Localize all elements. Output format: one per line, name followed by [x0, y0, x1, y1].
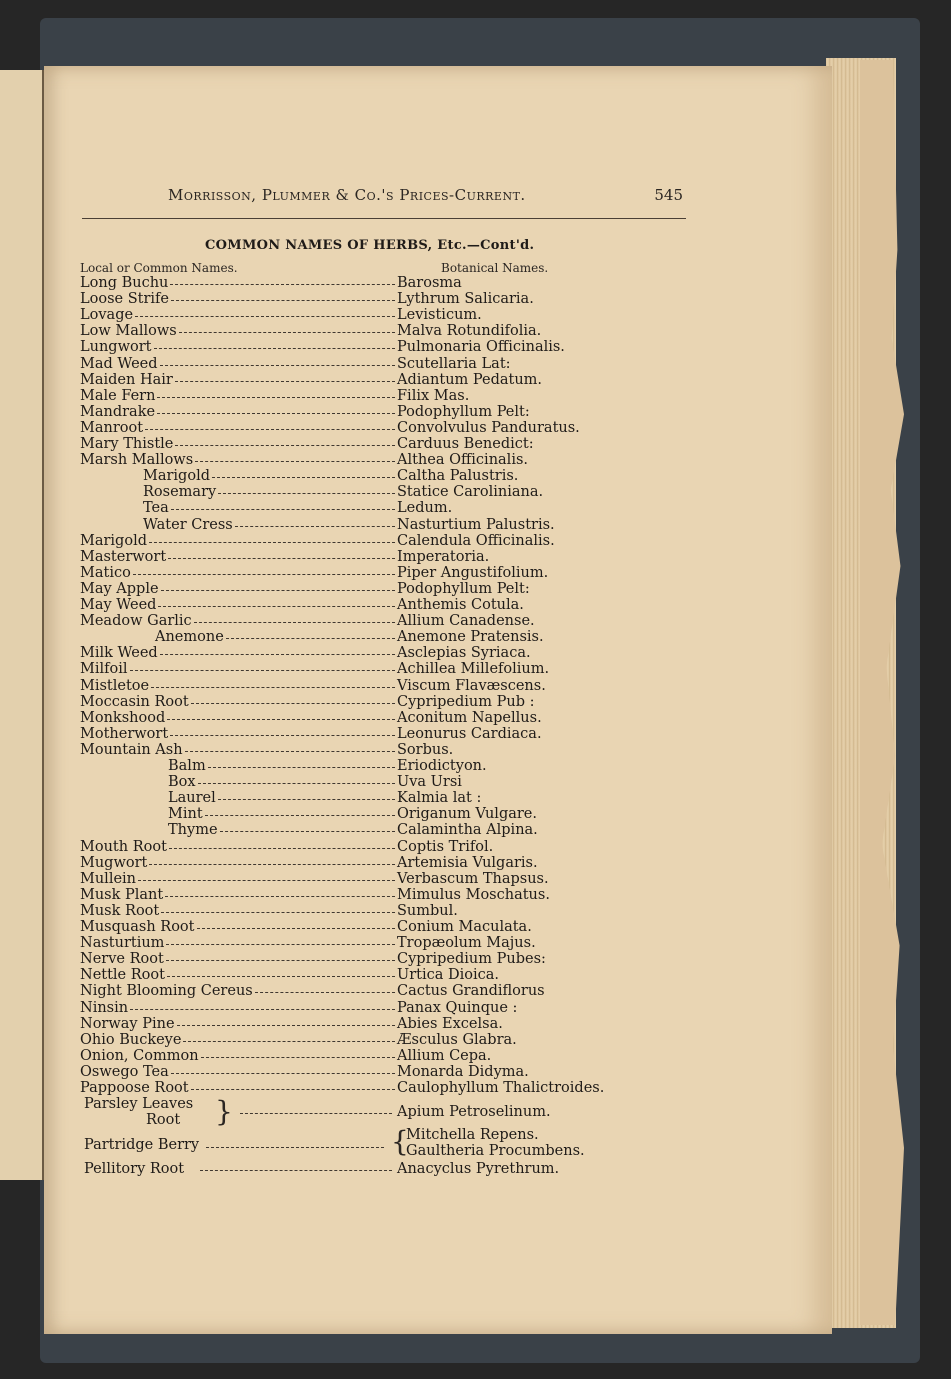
common-name: Norway Pine [80, 1015, 175, 1032]
running-header [82, 186, 687, 210]
botanical-name: Podophyllum Pelt: [397, 403, 530, 420]
herb-entry [0, 710, 788, 726]
leader-dots [168, 558, 395, 559]
common-name: Maiden Hair [80, 371, 173, 388]
leader-dots [161, 912, 395, 913]
leader-dots [135, 316, 395, 317]
botanical-name: Æsculus Glabra. [397, 1031, 517, 1048]
herb-entry [0, 822, 788, 838]
leader-dots [200, 1170, 392, 1171]
herb-entry [0, 275, 788, 291]
botanical-name: Althea Officinalis. [397, 452, 529, 469]
common-name: Laurel [168, 790, 216, 807]
common-name: Water Cress [143, 516, 233, 533]
botanical-name: Allium Cepa. [397, 1047, 492, 1064]
herb-entry [0, 790, 788, 806]
herb-entry [0, 661, 788, 677]
herb-entry [0, 694, 788, 710]
leader-dots [226, 638, 395, 639]
botanical-name: Anthemis Cotula. [397, 597, 524, 613]
common-name: Tea [143, 500, 169, 517]
leader-dots [160, 654, 395, 655]
botanical-name: Statice Caroliniana. [397, 484, 544, 501]
botanical-name: Asclepias Syriaca. [397, 645, 531, 662]
botanical-name: Achillea Millefolium. [397, 661, 550, 678]
botanical-name: Abies Excelsa. [397, 1015, 503, 1032]
botanical-name: Monarda Didyma. [397, 1063, 529, 1080]
common-name: Moccasin Root [80, 693, 189, 710]
common-name: Milfoil [80, 661, 128, 678]
common-name: Mugwort [80, 854, 148, 871]
common-name: Pappoose Root [80, 1080, 189, 1096]
common-name: Anemone [155, 629, 224, 646]
botanical-name: Piper Angustifolium. [397, 564, 549, 581]
botanical-name: Aconitum Napellus. [397, 709, 542, 726]
common-name: Box [168, 774, 196, 791]
common-name: Mandrake [80, 403, 156, 420]
common-name: May Apple [80, 580, 159, 597]
herb-entry [0, 967, 788, 983]
leader-dots [208, 767, 395, 768]
leader-dots [171, 509, 395, 510]
botanical-name: Carduus Benedict: [397, 436, 534, 452]
leader-dots [133, 574, 395, 575]
botanical-name: Viscum Flavæscens. [397, 677, 546, 694]
leader-dots [151, 687, 395, 688]
brace-symbol: { [391, 1125, 409, 1158]
herb-entry [0, 1048, 788, 1064]
herb-entry [0, 565, 788, 581]
botanical-name: Pulmonaria Officinalis. [397, 339, 565, 356]
herb-entry [0, 533, 788, 549]
botanical-name: Convolvulus Panduratus. [397, 419, 580, 436]
herb-entry [0, 291, 788, 307]
leader-dots [220, 831, 395, 832]
common-name: Nasturtium [80, 935, 165, 952]
botanical-name: Verbascum Thapsus. [397, 870, 549, 887]
leader-dots [197, 928, 395, 929]
leader-dots [235, 526, 395, 527]
botanical-name: Sorbus. [397, 741, 454, 758]
running-title: Morrisson, Plummer & Co.'s Prices-Current. [168, 186, 526, 204]
botanical-name: Allium Canadense. [397, 613, 535, 630]
leader-dots [191, 1089, 395, 1090]
leader-dots [175, 445, 395, 446]
herb-entry [0, 372, 788, 388]
herb-entry [0, 645, 788, 661]
botanical-name: Anacyclus Pyrethrum. [397, 1161, 560, 1177]
leader-dots [167, 976, 395, 977]
botanical-name: Podophyllum Pelt: [397, 580, 530, 597]
botanical-name: Levisticum. [397, 307, 482, 324]
common-name: Musk Root [80, 902, 160, 919]
botanical-name: Ledum. [397, 500, 453, 517]
herb-entry [0, 726, 788, 742]
common-name: May Weed [80, 597, 157, 613]
leader-dots [179, 332, 395, 333]
leader-dots [154, 348, 395, 349]
leader-dots [161, 590, 395, 591]
herb-entry [0, 774, 788, 790]
common-name: Masterwort [80, 548, 167, 565]
common-name: Onion, Common [80, 1047, 199, 1064]
leader-dots [145, 429, 395, 430]
common-name: Mad Weed [80, 355, 158, 372]
leader-dots [185, 751, 395, 752]
leader-dots [171, 300, 395, 301]
botanical-name: Conium Maculata. [397, 919, 532, 935]
leader-dots [169, 848, 395, 849]
botanical-name: Malva Rotundifolia. [397, 323, 542, 340]
herb-entry [0, 887, 788, 903]
leader-dots [240, 1113, 392, 1114]
botanical-name: Calamintha Alpina. [397, 822, 538, 839]
herb-entry [0, 758, 788, 774]
leader-dots [170, 735, 395, 736]
herb-entry [0, 839, 788, 855]
herb-entry [0, 613, 788, 629]
leader-dots [157, 397, 395, 398]
common-name: Mary Thistle [80, 436, 174, 452]
common-name: Meadow Garlic [80, 613, 192, 630]
leader-dots [138, 880, 395, 881]
botanical-name: Panax Quinque : [397, 999, 518, 1016]
botanical-name: Anemone Pratensis. [397, 629, 544, 646]
botanical-name: Filix Mas. [397, 387, 470, 404]
herb-entry [0, 1016, 788, 1032]
leader-dots [166, 944, 395, 945]
column-header-botanical: Botanical Names. [441, 261, 549, 275]
botanical-name: Mitchella Repens. [406, 1127, 539, 1143]
leader-dots [149, 542, 395, 543]
common-name: Lovage [80, 307, 134, 324]
leader-dots [165, 896, 395, 897]
herb-entry [0, 404, 788, 420]
leader-dots [218, 493, 395, 494]
leader-dots [175, 381, 395, 382]
common-name: Musk Plant [80, 886, 164, 903]
botanical-name: Caulophyllum Thalictroides. [397, 1080, 605, 1096]
leader-dots [171, 1073, 395, 1074]
common-name: Oswego Tea [80, 1063, 169, 1080]
common-name: Ohio Buckeye [80, 1031, 182, 1048]
common-name: Marigold [143, 468, 210, 485]
common-name: Monkshood [80, 709, 166, 726]
herb-entry [0, 420, 788, 436]
botanical-name: Kalmia lat : [397, 790, 482, 807]
herb-entry [0, 871, 788, 887]
common-name: Low Mallows [80, 323, 177, 340]
column-header-common: Local or Common Names. [80, 261, 238, 275]
herb-entry [0, 919, 788, 935]
botanical-name: Sumbul. [397, 902, 458, 919]
botanical-name: Caltha Palustris. [397, 468, 519, 485]
botanical-name: Cypripedium Pubes: [397, 951, 546, 968]
herb-entry [0, 500, 788, 516]
herb-entry [0, 436, 788, 452]
botanical-name: Scutellaria Lat: [397, 355, 511, 372]
entry-partridge [0, 1127, 788, 1163]
botanical-name: Lythrum Salicaria. [397, 291, 534, 308]
common-name: Ninsin [80, 999, 129, 1016]
botanical-name: Eriodictyon. [397, 758, 487, 774]
botanical-name: Nasturtium Palustris. [397, 516, 555, 533]
botanical-name: Origanum Vulgare. [397, 806, 537, 823]
leader-dots [157, 413, 395, 414]
brace-symbol: } [215, 1095, 233, 1128]
common-name: Musquash Root [80, 919, 195, 935]
botanical-name: Coptis Trifol. [397, 838, 494, 855]
leader-dots [149, 864, 395, 865]
common-name: Marsh Mallows [80, 452, 194, 469]
leader-dots [194, 622, 395, 623]
common-name-sub: Root [146, 1112, 181, 1128]
leader-dots [158, 606, 395, 607]
common-name: Marigold [80, 532, 147, 549]
leader-dots [130, 670, 395, 671]
common-name: Night Blooming Cereus [80, 983, 253, 1000]
leader-dots [212, 477, 395, 478]
common-name: Mullein [80, 870, 137, 887]
herb-entry [0, 1032, 788, 1048]
header-rule [82, 218, 686, 219]
herb-entry [0, 388, 788, 404]
herb-entry [0, 484, 788, 500]
herb-entry [0, 1000, 788, 1016]
herb-entry [0, 806, 788, 822]
botanical-name: Adiantum Pedatum. [397, 371, 543, 388]
herb-entry [0, 678, 788, 694]
common-name: Nerve Root [80, 951, 164, 968]
herb-entry [0, 356, 788, 372]
herb-entry [0, 517, 788, 533]
common-name: Milk Weed [80, 645, 158, 662]
leader-dots [195, 461, 395, 462]
leader-dots [166, 960, 395, 961]
common-name: Mouth Root [80, 838, 167, 855]
page-number: 545 [654, 186, 683, 204]
common-name: Manroot [80, 419, 144, 436]
botanical-name: Uva Ursi [397, 774, 462, 791]
leader-dots [205, 815, 395, 816]
common-name: Partridge Berry [84, 1137, 200, 1153]
herb-entry [0, 1064, 788, 1080]
herb-entry [0, 339, 788, 355]
leader-dots [130, 1009, 395, 1010]
botanical-name: Urtica Dioica. [397, 967, 499, 984]
herb-entry [0, 452, 788, 468]
leader-dots [255, 992, 395, 993]
common-name: Lungwort [80, 339, 152, 356]
herb-entry [0, 742, 788, 758]
entry-pellitory [0, 1161, 788, 1177]
leader-dots [201, 1057, 395, 1058]
botanical-name: Tropæolum Majus. [397, 935, 536, 952]
botanical-name: Leonurus Cardiaca. [397, 725, 542, 742]
leader-dots [218, 799, 395, 800]
herb-entry [0, 323, 788, 339]
common-name: Rosemary [143, 484, 217, 501]
herb-entry [0, 983, 788, 999]
herb-entry [0, 581, 788, 597]
common-name: Pellitory Root [84, 1161, 185, 1177]
botanical-name: Calendula Officinalis. [397, 532, 555, 549]
herb-entry [0, 855, 788, 871]
herb-entry [0, 468, 788, 484]
common-name: Balm [168, 758, 206, 774]
herb-entry [0, 307, 788, 323]
common-name: Loose Strife [80, 291, 169, 308]
leader-dots [177, 1025, 395, 1026]
common-name: Motherwort [80, 725, 169, 742]
leader-dots [198, 783, 395, 784]
common-name: Parsley Leaves [84, 1096, 194, 1112]
botanical-name: Imperatoria. [397, 548, 490, 565]
common-name: Thyme [168, 822, 218, 839]
botanical-name: Gaultheria Procumbens. [406, 1143, 585, 1159]
leader-dots [191, 703, 395, 704]
herb-entry [0, 951, 788, 967]
herb-entry [0, 935, 788, 951]
botanical-name: Mimulus Moschatus. [397, 886, 550, 903]
common-name: Mountain Ash [80, 741, 183, 758]
common-name: Long Buchu [80, 275, 169, 291]
herb-entry [0, 597, 788, 613]
section-title: COMMON NAMES OF HERBS, Etc.—Cont'd. [205, 238, 535, 253]
leader-dots [183, 1041, 395, 1042]
leader-dots [206, 1147, 384, 1148]
botanical-name: Cactus Grandiflorus [397, 983, 545, 1000]
leader-dots [170, 284, 395, 285]
herb-entry [0, 903, 788, 919]
common-name: Male Fern [80, 387, 156, 404]
leader-dots [160, 365, 395, 366]
common-name: Mint [168, 806, 203, 823]
botanical-name: Barosma [397, 275, 462, 291]
herb-entry [0, 629, 788, 645]
herb-entry [0, 1080, 788, 1096]
herb-entry [0, 549, 788, 565]
common-name: Nettle Root [80, 967, 165, 984]
botanical-name: Apium Petroselinum. [397, 1104, 551, 1120]
leader-dots [167, 719, 395, 720]
common-name: Mistletoe [80, 677, 150, 694]
botanical-name: Artemisia Vulgaris. [397, 854, 538, 871]
botanical-name: Cypripedium Pub : [397, 693, 535, 710]
common-name: Matico [80, 564, 131, 581]
